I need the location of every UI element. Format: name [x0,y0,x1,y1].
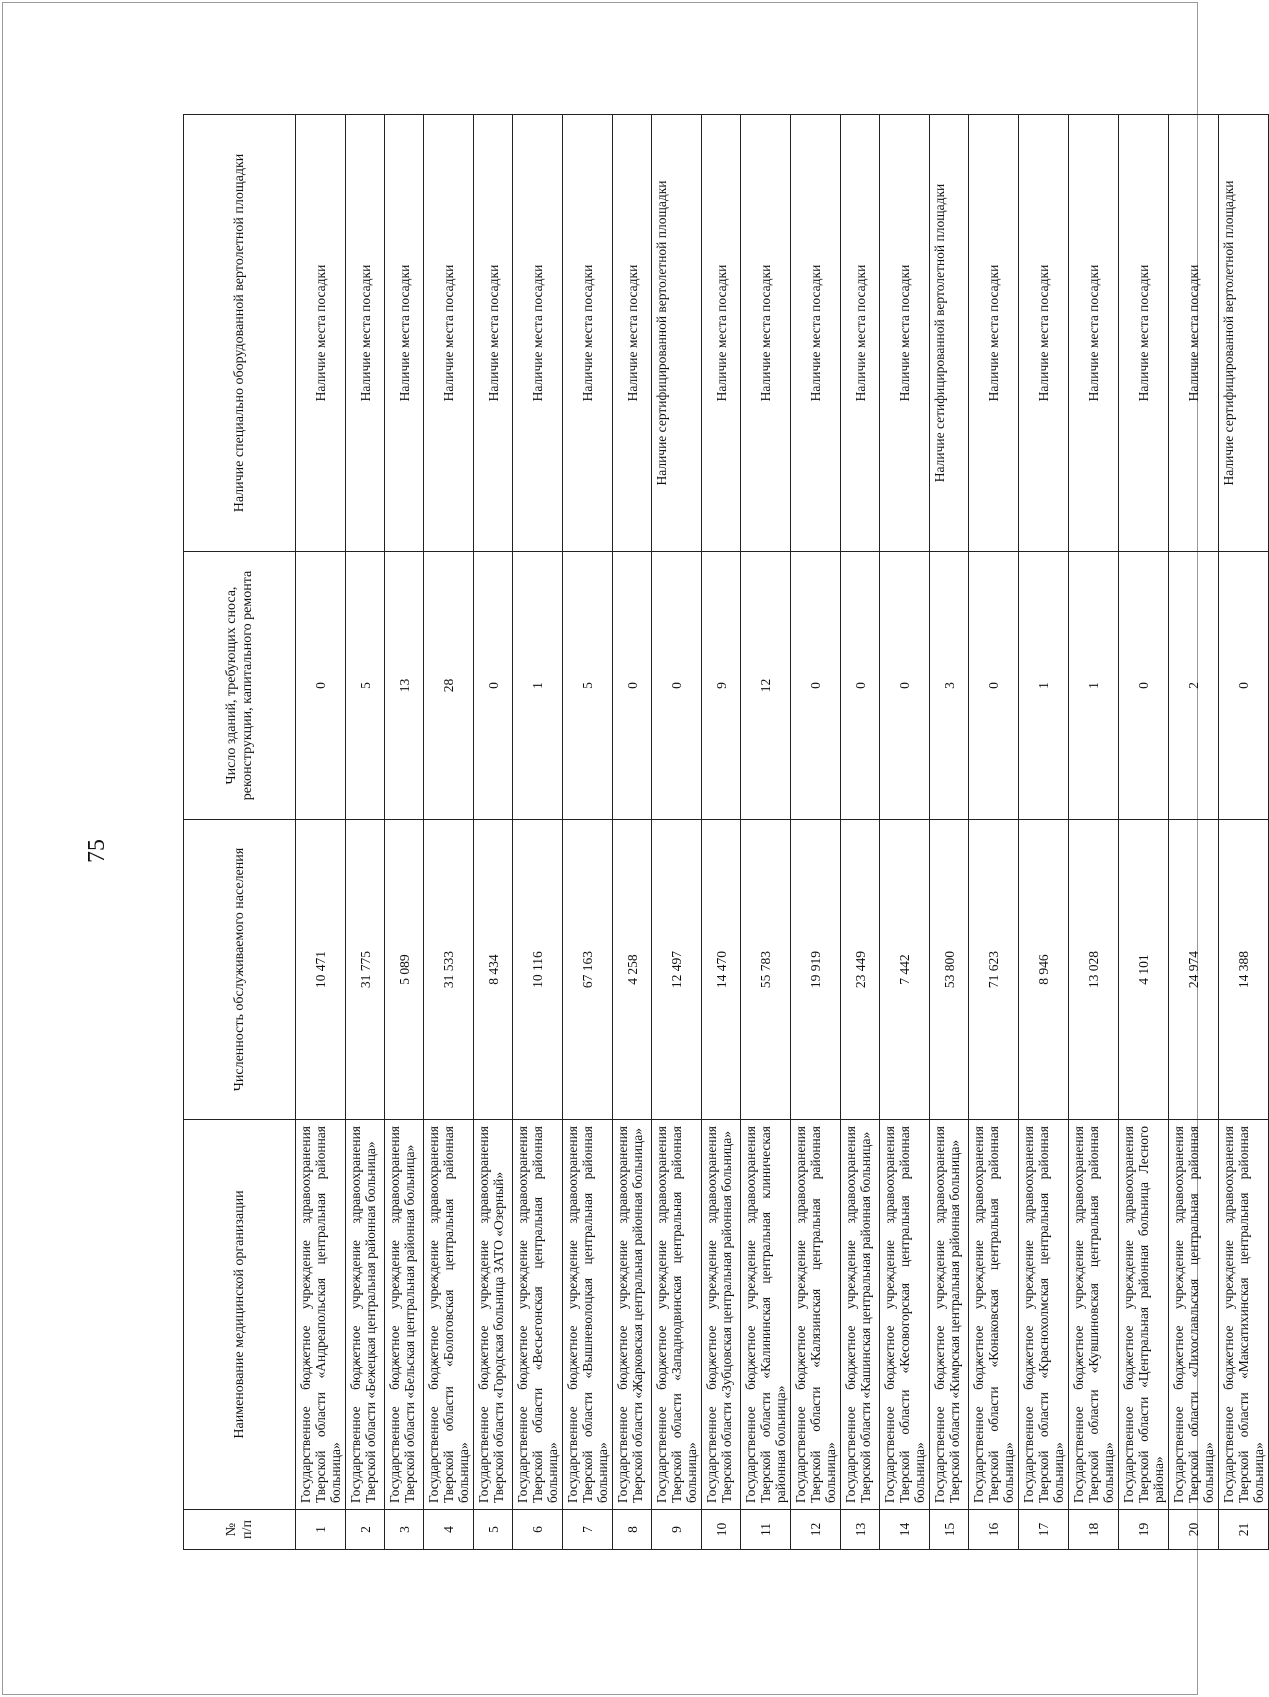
table-row [702,115,741,1550]
table-row [930,115,969,1550]
population-value: 53 800 [930,820,969,1120]
population-value: 31 775 [346,820,385,1120]
buildings-count: 1 [1069,552,1119,820]
table-row [424,115,474,1550]
buildings-count: 0 [1119,552,1169,820]
population-value: 19 919 [791,820,841,1120]
population-value: 7 442 [880,820,930,1120]
helipad-status: Наличие места посадки [474,115,513,552]
organization-name: Государственное бюджетное учреждение здравоохранения Тверской области «Калининская центральная клиническая районная больница» [741,1120,791,1510]
population-value: 4 101 [1119,820,1169,1120]
buildings-count: 0 [652,552,702,820]
buildings-count: 1 [1019,552,1069,820]
table-row [1069,115,1119,1550]
helipad-status: Наличие места посадки [424,115,474,552]
helipad-status: Наличие сертифицированной вертолетной площадки [1219,115,1269,552]
row-number: 3 [385,1510,424,1550]
helipad-status: Наличие места посадки [1169,115,1219,552]
population-value: 55 783 [741,820,791,1120]
organization-name: Государственное бюджетное учреждение здравоохранения Тверской области «Жарковская центральная районная больница» [613,1120,652,1510]
table-row [1019,115,1069,1550]
row-number: 12 [791,1510,841,1550]
buildings-count: 0 [296,552,346,820]
table-row [880,115,930,1550]
table-row [474,115,513,1550]
row-number: 10 [702,1510,741,1550]
buildings-count: 0 [880,552,930,820]
organization-name: Государственное бюджетное учреждение здравоохранения Тверской области «Кесовогорская центральная районная больница» [880,1120,930,1510]
helipad-status: Наличие места посадки [741,115,791,552]
population-value: 71 623 [969,820,1019,1120]
row-number: 11 [741,1510,791,1550]
helipad-status: Наличие места посадки [296,115,346,552]
buildings-count: 5 [346,552,385,820]
organization-name: Государственное бюджетное учреждение здравоохранения Тверской области «Калязинская центральная районная больница» [791,1120,841,1510]
buildings-count: 0 [791,552,841,820]
row-number: 5 [474,1510,513,1550]
buildings-count: 0 [474,552,513,820]
table-header-row [184,115,296,1550]
medical-organizations-table [183,114,1269,1550]
helipad-status: Наличие сертифицированной вертолетной площадки [652,115,702,552]
organization-name: Государственное бюджетное учреждение здравоохранения Тверской области «Кимрская центральная районная больница» [930,1120,969,1510]
row-number: 15 [930,1510,969,1550]
table-row [969,115,1019,1550]
row-number: 4 [424,1510,474,1550]
helipad-status: Наличие места посадки [969,115,1019,552]
helipad-status: Наличие места посадки [841,115,880,552]
helipad-status: Наличие места посадки [513,115,563,552]
population-value: 10 471 [296,820,346,1120]
organization-name: Государственное бюджетное учреждение здравоохранения Тверской области «Вышневолоцкая центральная районная больница» [563,1120,613,1510]
helipad-status: Наличие места посадки [791,115,841,552]
row-number: 21 [1219,1510,1269,1550]
table-body [296,115,1269,1550]
population-value: 8 434 [474,820,513,1120]
table-row [385,115,424,1550]
organization-name: Государственное бюджетное учреждение здравоохранения Тверской области «Центральная районная больница Лесного района» [1119,1120,1169,1510]
organization-name: Государственное бюджетное учреждение здравоохранения Тверской области «Кувшиновская центральная районная больница» [1069,1120,1119,1510]
buildings-count: 5 [563,552,613,820]
buildings-count: 12 [741,552,791,820]
buildings-count: 13 [385,552,424,820]
page-number: 75 [84,839,110,863]
row-number: 17 [1019,1510,1069,1550]
table-row [791,115,841,1550]
buildings-count: 2 [1169,552,1219,820]
organization-name: Государственное бюджетное учреждение здравоохранения Тверской области «Западнодвинская центральная районная больница» [652,1120,702,1510]
buildings-count: 0 [841,552,880,820]
helipad-status: Наличие сетифицированной вертолетной площадки [930,115,969,552]
header-helipad: Наличие специально оборудованной вертолетной площадки [184,115,296,552]
organization-name: Государственное бюджетное учреждение здравоохранения Тверской области «Бельская центральная районная больница» [385,1120,424,1510]
organization-name: Государственное бюджетное учреждение здравоохранения Тверской области «Бологовская центральная районная больница» [424,1120,474,1510]
buildings-count: 1 [513,552,563,820]
table-row [1119,115,1169,1550]
population-value: 67 163 [563,820,613,1120]
buildings-count: 0 [613,552,652,820]
buildings-count: 0 [1219,552,1269,820]
header-organization: Наименование медицинской организации [184,1120,296,1510]
helipad-status: Наличие места посадки [1119,115,1169,552]
population-value: 10 116 [513,820,563,1120]
organization-name: Государственное бюджетное учреждение здравоохранения Тверской области «Лихославльская центральная районная больница» [1169,1120,1219,1510]
table-row [613,115,652,1550]
helipad-status: Наличие места посадки [346,115,385,552]
population-value: 12 497 [652,820,702,1120]
population-value: 23 449 [841,820,880,1120]
header-buildings: Число зданий, требующих сноса, реконструкции, капитального ремонта [184,552,296,820]
table-row [513,115,563,1550]
population-value: 14 470 [702,820,741,1120]
table-row [563,115,613,1550]
helipad-status: Наличие места посадки [1069,115,1119,552]
helipad-status: Наличие места посадки [880,115,930,552]
population-value: 5 089 [385,820,424,1120]
table-row [841,115,880,1550]
population-value: 13 028 [1069,820,1119,1120]
row-number: 19 [1119,1510,1169,1550]
population-value: 14 388 [1219,820,1269,1120]
table-row [652,115,702,1550]
row-number: 1 [296,1510,346,1550]
helipad-status: Наличие места посадки [1019,115,1069,552]
organization-name: Государственное бюджетное учреждение здравоохранения Тверской области «Краснохолмская центральная районная больница» [1019,1120,1069,1510]
table-row [1219,115,1269,1550]
buildings-count: 28 [424,552,474,820]
table-row [1169,115,1219,1550]
helipad-status: Наличие места посадки [385,115,424,552]
organization-name: Государственное бюджетное учреждение здравоохранения Тверской области «Андреапольская центральная районная больница» [296,1120,346,1510]
population-value: 31 533 [424,820,474,1120]
buildings-count: 3 [930,552,969,820]
row-number: 13 [841,1510,880,1550]
row-number: 7 [563,1510,613,1550]
organization-name: Государственное бюджетное учреждение здравоохранения Тверской области «Кашинская центральная районная больница» [841,1120,880,1510]
row-number: 14 [880,1510,930,1550]
row-number: 20 [1169,1510,1219,1550]
organization-name: Государственное бюджетное учреждение здравоохранения Тверской области «Максатихинская центральная районная больница» [1219,1120,1269,1510]
row-number: 16 [969,1510,1019,1550]
rotated-page-content [183,115,1266,1550]
helipad-status: Наличие места посадки [563,115,613,552]
row-number: 18 [1069,1510,1119,1550]
row-number: 6 [513,1510,563,1550]
buildings-count: 9 [702,552,741,820]
helipad-status: Наличие места посадки [702,115,741,552]
organization-name: Государственное бюджетное учреждение здравоохранения Тверской области «Городская больница ЗАТО «Озерный» [474,1120,513,1510]
row-number: 2 [346,1510,385,1550]
population-value: 24 974 [1169,820,1219,1120]
organization-name: Государственное бюджетное учреждение здравоохранения Тверской области «Весьегонская центральная районная больница» [513,1120,563,1510]
population-value: 8 946 [1019,820,1069,1120]
helipad-status: Наличие места посадки [613,115,652,552]
population-value: 4 258 [613,820,652,1120]
table-row [741,115,791,1550]
header-number: № п/п [184,1510,296,1550]
table-row [296,115,346,1550]
organization-name: Государственное бюджетное учреждение здравоохранения Тверской области «Бежецкая центральная районная больница» [346,1120,385,1510]
header-population: Численность обслуживаемого населения [184,820,296,1120]
buildings-count: 0 [969,552,1019,820]
organization-name: Государственное бюджетное учреждение здравоохранения Тверской области «Зубцовская центральная районная больница» [702,1120,741,1510]
organization-name: Государственное бюджетное учреждение здравоохранения Тверской области «Конаковская центральная районная больница» [969,1120,1019,1510]
table-row [346,115,385,1550]
row-number: 9 [652,1510,702,1550]
row-number: 8 [613,1510,652,1550]
